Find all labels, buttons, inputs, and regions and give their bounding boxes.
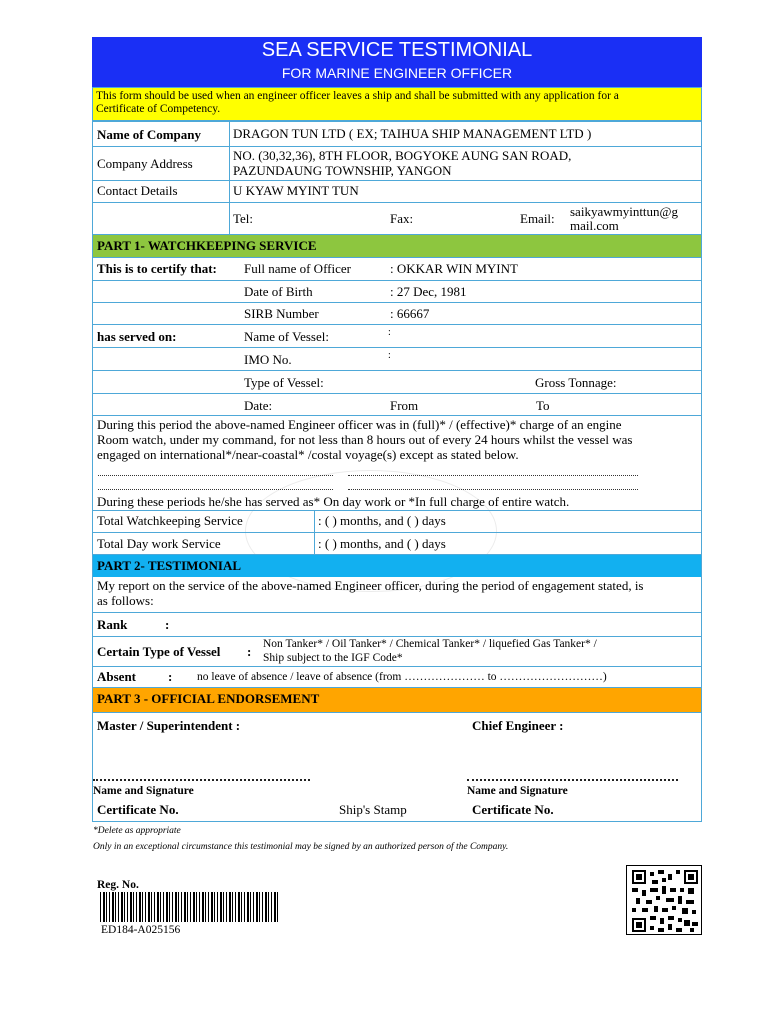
dob-value: : 27 Dec, 1981 [390,284,467,299]
dotted-line [98,475,333,476]
company-name-label: Name of Company [97,127,201,142]
column-divider [229,121,230,234]
total-watch-label: Total Watchkeeping Service [97,513,243,528]
date-to-label: To [536,398,550,413]
form-subtitle: FOR MARINE ENGINEER OFFICER [281,65,513,81]
divider [92,612,702,613]
divider [92,257,702,258]
sirb-label: SIRB Number [244,306,319,321]
divider [92,180,702,181]
part3-heading: PART 3 - OFFICIAL ENDORSEMENT [93,688,701,712]
served-on-label: has served on: [97,329,177,344]
divider [92,415,702,416]
email-label: Email: [520,211,555,226]
dotted-line [348,489,638,490]
chief-engineer-label: Chief Engineer : [472,718,564,733]
vessel-name-label: Name of Vessel: [244,329,329,344]
divider [92,324,702,325]
divider [92,532,702,533]
barcode-icon [100,892,280,922]
dob-label: Date of Birth [244,284,313,299]
vessel-name-value: : [388,327,391,338]
master-label: Master / Superintendent : [97,718,241,733]
part2-heading: PART 2- TESTIMONIAL [93,555,701,577]
fax-label: Fax: [390,211,414,226]
watch-paragraph-line-1: During this period the above-named Engineer officer was in (full)* / (effective)* charge of an engine [97,417,622,432]
ships-stamp-label: Ship's Stamp [339,802,407,817]
signature-line-left [93,779,310,781]
divider [92,370,702,371]
divider [92,146,702,147]
officer-name-label: Full name of Officer [244,261,351,276]
total-daywork-value: : ( ) months, and ( ) days [318,536,446,551]
divider [92,666,702,667]
vessel-type-label: Type of Vessel: [244,375,324,390]
form-title: SEA SERVICE TESTIMONIAL [261,39,533,61]
divider [92,202,702,203]
reg-no-label: Reg. No. [97,879,139,891]
delete-note: *Delete as appropriate [93,826,181,836]
vessel-type-colon: : [247,644,252,659]
notice-line-2: Certificate of Competency. [96,103,221,115]
absent-colon: : [168,669,173,684]
vessel-type-cert-label: Certain Type of Vessel [97,644,221,659]
divider [92,510,702,511]
vessel-type-options-line-2: Ship subject to the IGF Code* [263,652,403,664]
dotted-line [348,475,638,476]
reg-no-value: ED184-A025156 [101,924,181,936]
total-daywork-label: Total Day work Service [97,536,221,551]
divider [92,302,702,303]
imo-label: IMO No. [244,352,292,367]
rank-label: Rank [97,617,128,632]
qr-code-icon [626,865,702,935]
date-from-label: From [390,398,419,413]
authorization-note: Only in an exceptional circumstance this testimonial may be signed by an authorized person of the Company. [93,842,509,852]
vessel-type-options-line-1: Non Tanker* / Oil Tanker* / Chemical Tanker* / liquefied Gas Tanker* / [263,638,597,650]
contact-details-label: Contact Details [97,183,178,198]
divider [92,280,702,281]
contact-details-value: U KYAW MYINT TUN [233,183,359,198]
absent-label: Absent [97,669,137,684]
total-watch-value: : ( ) months, and ( ) days [318,513,446,528]
certify-label: This is to certify that: [97,261,217,276]
divider [92,393,702,394]
part1-heading: PART 1- WATCHKEEPING SERVICE [93,235,701,257]
date-label: Date: [244,398,273,413]
watch-paragraph-line-2: Room watch, under my command, for not less than 8 hours out of every 24 hours whilst the vessel was [97,432,633,447]
company-address-label: Company Address [97,156,193,171]
report-line-1: My report on the service of the above-named Engineer officer, during the period of engagement stated, is [97,578,644,593]
gross-tonnage-label: Gross Tonnage: [535,375,617,390]
certificate-no-left: Certificate No. [97,802,179,817]
periods-text: During these periods he/she has served as* On day work or *In full charge of entire watch. [97,494,570,509]
company-address-line-2: PAZUNDAUNG TOWNSHIP, YANGON [233,163,452,178]
company-name-value: DRAGON TUN LTD ( EX; TAIHUA SHIP MANAGEMENT LTD ) [233,126,592,141]
signature-line-right [467,779,678,781]
imo-value: : [388,350,391,361]
column-divider [314,510,315,554]
divider [92,712,702,713]
form-notice [92,87,702,121]
report-line-2: as follows: [97,593,154,608]
form-header [92,37,702,87]
officer-name-value: : OKKAR WIN MYINT [390,261,518,276]
notice-line-1: This form should be used when an engineer officer leaves a ship and shall be submitted with any application for a [96,90,619,102]
rank-colon: : [165,617,170,632]
divider [92,347,702,348]
email-value-line-2: mail.com [570,218,619,233]
email-value-line-1: saikyawmyinttun@g [570,204,679,219]
company-address-line-1: NO. (30,32,36), 8TH FLOOR, BOGYOKE AUNG SAN ROAD, [233,148,572,163]
tel-label: Tel: [233,211,254,226]
absent-value: no leave of absence / leave of absence (from ………………… to ………………………) [197,671,607,683]
name-signature-left: Name and Signature [93,785,194,797]
name-signature-right: Name and Signature [467,785,568,797]
certificate-no-right: Certificate No. [472,802,554,817]
sirb-value: : 66667 [390,306,430,321]
dotted-line [98,489,333,490]
watch-paragraph-line-3: engaged on international*/near-coastal* /costal voyage(s) except as stated below. [97,447,519,462]
